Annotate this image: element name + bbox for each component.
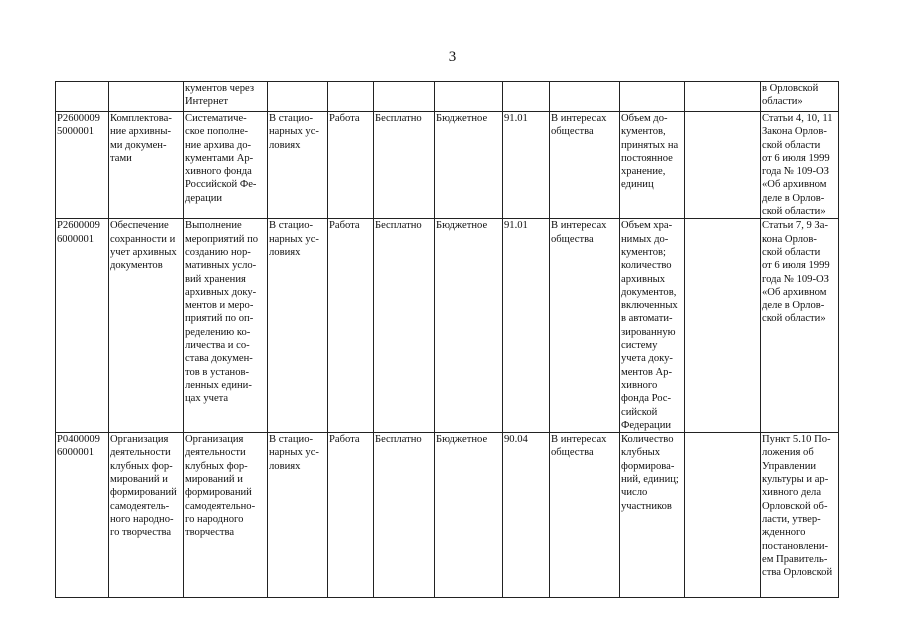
cell-line: формирова- [621,460,675,472]
cell-line: от 6 июля 1999 [762,152,830,164]
cell-line: общества [551,233,594,245]
table-row [56,219,839,433]
cell-type [328,219,374,433]
cell-line: нарных ус- [269,447,319,459]
cell-conditions [268,433,328,598]
cell-consumers [550,112,620,219]
cell-line: ние архивны- [110,126,171,138]
cell-line: клубных фор- [110,460,173,472]
cell-line: архивных доку- [185,286,257,298]
cell-line: деятельности [110,447,171,459]
cell-line: нимых до- [621,233,669,245]
cell-service-name [109,219,184,433]
cell-line: ловиях [269,139,301,151]
cell-financing [435,219,503,433]
cell-line: ментов Ар- [621,366,672,378]
cell-consumers [550,82,620,112]
cell-consumers [550,219,620,433]
cell-registry-code [56,112,109,219]
cell-line: ложения об [762,447,814,459]
cell-line: Организация [185,434,244,446]
cell-indicator [620,112,685,219]
cell-legal-basis [761,219,839,433]
cell-line: Статьи 7, 9 За- [762,220,828,232]
table-row [56,433,839,598]
cell-line: ловиях [269,246,301,258]
cell-conditions [268,82,328,112]
cell-line: Количество [621,434,674,446]
cell-line: принятых на [621,139,679,151]
cell-line: деятельности [185,447,246,459]
cell-line: Систематиче- [185,113,247,124]
cell-line: Выполнение [185,220,242,232]
cell-legal-basis [761,82,839,112]
cell-line: В интересах [551,113,607,124]
cell-line: хранение, [621,166,666,178]
cell-line: «Об архивном [762,179,827,191]
cell-line: личества и со- [185,340,250,352]
cell-line: документов [110,260,163,272]
cell-line: ментов и меро- [185,300,254,312]
cell-line: хивного дела [762,487,822,499]
cell-line: В стацио- [269,220,314,232]
cell-okved-code [503,219,550,433]
cell-line: нарных ус- [269,126,319,138]
cell-line: 6000001 [57,447,95,459]
cell-line: ской области» [762,313,826,325]
cell-work-content [184,219,268,433]
cell-line: 90.04 [504,434,528,446]
cell-line: Комплектова- [110,113,172,124]
cell-line: дерации [185,192,223,204]
register-table [55,81,839,598]
cell-line: В стацио- [269,434,314,446]
cell-work-content [184,433,268,598]
cell-line: года № 109-ОЗ [762,166,829,178]
cell-line: количество [621,260,672,272]
cell-line: области» [762,96,803,108]
cell-line: Статьи 4, 10, 11 [762,113,833,124]
cell-consumers [550,433,620,598]
cell-line: кументов, [621,126,666,138]
cell-blank-column [685,82,761,112]
cell-line: Российской Фе- [185,179,257,191]
cell-line: клубных фор- [185,460,248,472]
cell-line: в автомати- [621,313,673,325]
cell-line: 6000001 [57,233,95,245]
cell-blank-column [685,112,761,219]
cell-line: документов, [621,286,677,298]
cell-line: деле в Орлов- [762,192,825,204]
cell-line: ской области [762,139,821,151]
cell-registry-code [56,82,109,112]
cell-line: Бюджетное [436,220,488,232]
cell-line: мативных усло- [185,260,257,272]
cell-line: Интернет [185,96,228,108]
cell-line: мероприятий по [185,233,259,245]
cell-line: ем Правитель- [762,553,828,565]
cell-line: Бесплатно [375,434,422,446]
table-body [56,82,839,598]
cell-line: мирований и [110,474,168,486]
cell-line: в Орловской [762,83,819,94]
cell-line: от 6 июля 1999 [762,260,830,272]
cell-financing [435,433,503,598]
cell-line: Р0400009 [57,434,100,446]
cell-line: Управлении [762,460,817,472]
cell-line: тов в установ- [185,366,250,378]
cell-line: Работа [329,113,360,124]
cell-indicator [620,219,685,433]
cell-line: Объем до- [621,113,668,124]
cell-payment [374,112,435,219]
cell-line: ми докумен- [110,139,167,151]
cell-line: 91.01 [504,220,528,232]
cell-conditions [268,219,328,433]
cell-line: ской области» [762,206,826,218]
cell-line: созданию нор- [185,246,251,258]
cell-line: Работа [329,434,360,446]
cell-line: самодеятельно- [185,500,256,512]
cell-line: общества [551,447,594,459]
cell-financing [435,82,503,112]
cell-line: В интересах [551,434,607,446]
cell-line: фонда Рос- [621,393,671,405]
cell-line: Объем хра- [621,220,673,232]
cell-blank-column [685,219,761,433]
cell-line: хивного фонда [185,166,252,178]
cell-line: мирований и [185,474,243,486]
cell-line: кументами Ар- [185,152,254,164]
cell-line: учет архивных [110,246,177,258]
cell-line: В интересах [551,220,607,232]
cell-line: ний, единиц; [621,474,679,486]
cell-line: «Об архивном [762,286,827,298]
cell-line: го творчества [110,527,172,539]
cell-okved-code [503,112,550,219]
cell-line: Работа [329,220,360,232]
cell-service-name [109,433,184,598]
cell-line: ного народно- [110,513,174,525]
cell-work-content [184,112,268,219]
cell-line: Р2600009 [57,113,100,124]
cell-line: участников [621,500,672,512]
cell-indicator [620,433,685,598]
cell-line: приятий по оп- [185,313,254,325]
cell-line: ловиях [269,460,301,472]
cell-line: постоянное [621,152,673,164]
cell-line: учета доку- [621,353,673,365]
cell-legal-basis [761,433,839,598]
cell-line: общества [551,126,594,138]
cell-blank-column [685,433,761,598]
cell-service-name [109,82,184,112]
cell-line: Бюджетное [436,113,488,124]
cell-line: единиц [621,179,654,191]
cell-line: Пункт 5.10 По- [762,434,831,446]
cell-line: кументов; [621,246,666,258]
cell-line: цах учета [185,393,229,405]
cell-financing [435,112,503,219]
cell-line: Федерации [621,419,672,431]
cell-line: ленных едини- [185,379,252,391]
table-row [56,112,839,219]
cell-line: го народного [185,513,244,525]
cell-line: архивных [621,273,666,285]
cell-line: сохранности и [110,233,176,245]
cell-line: Закона Орлов- [762,126,827,138]
cell-indicator [620,82,685,112]
cell-line: кона Орлов- [762,233,817,245]
cell-line: культуры и ар- [762,474,829,486]
cell-line: става докумен- [185,353,253,365]
cell-payment [374,82,435,112]
cell-line: ние архива до- [185,139,252,151]
cell-type [328,82,374,112]
cell-line: жденного [762,527,806,539]
cell-line: ства Орловской [762,567,833,579]
cell-line: Р2600009 [57,220,100,232]
cell-line: хивного [621,379,658,391]
cell-line: ласти, утвер- [762,513,821,525]
cell-line: вий хранения [185,273,246,285]
cell-line: нарных ус- [269,233,319,245]
cell-line: Бюджетное [436,434,488,446]
cell-line: ской области [762,246,821,258]
cell-line: Бесплатно [375,220,422,232]
cell-okved-code [503,82,550,112]
cell-line: сийской [621,406,658,418]
cell-line: ределению ко- [185,326,251,338]
cell-payment [374,433,435,598]
cell-line: включенных [621,300,678,312]
cell-line: творчества [185,527,235,539]
cell-line: постановлени- [762,540,829,552]
cell-type [328,433,374,598]
cell-line: формирований [185,487,252,499]
cell-line: Организация [110,434,169,446]
cell-okved-code [503,433,550,598]
cell-line: число [621,487,648,499]
cell-line: Орловской об- [762,500,828,512]
cell-line: кументов через [185,83,255,94]
cell-line: 91.01 [504,113,528,124]
table-row [56,82,839,112]
cell-registry-code [56,219,109,433]
cell-line: Обеспечение [110,220,169,232]
cell-line: ское пополне- [185,126,249,138]
cell-line: Бесплатно [375,113,422,124]
cell-type [328,112,374,219]
cell-legal-basis [761,112,839,219]
cell-line: зированную [621,326,676,338]
cell-conditions [268,112,328,219]
cell-line: систему [621,340,658,352]
cell-line: деле в Орлов- [762,300,825,312]
page-number: 3 [448,49,457,65]
cell-line: В стацио- [269,113,314,124]
cell-work-content [184,82,268,112]
cell-service-name [109,112,184,219]
cell-line: года № 109-ОЗ [762,273,829,285]
cell-line: формирований [110,487,177,499]
cell-line: самодеятель- [110,500,170,512]
cell-payment [374,219,435,433]
cell-line: 5000001 [57,126,95,138]
cell-line: клубных [621,447,661,459]
cell-line: тами [110,152,132,164]
cell-registry-code [56,433,109,598]
